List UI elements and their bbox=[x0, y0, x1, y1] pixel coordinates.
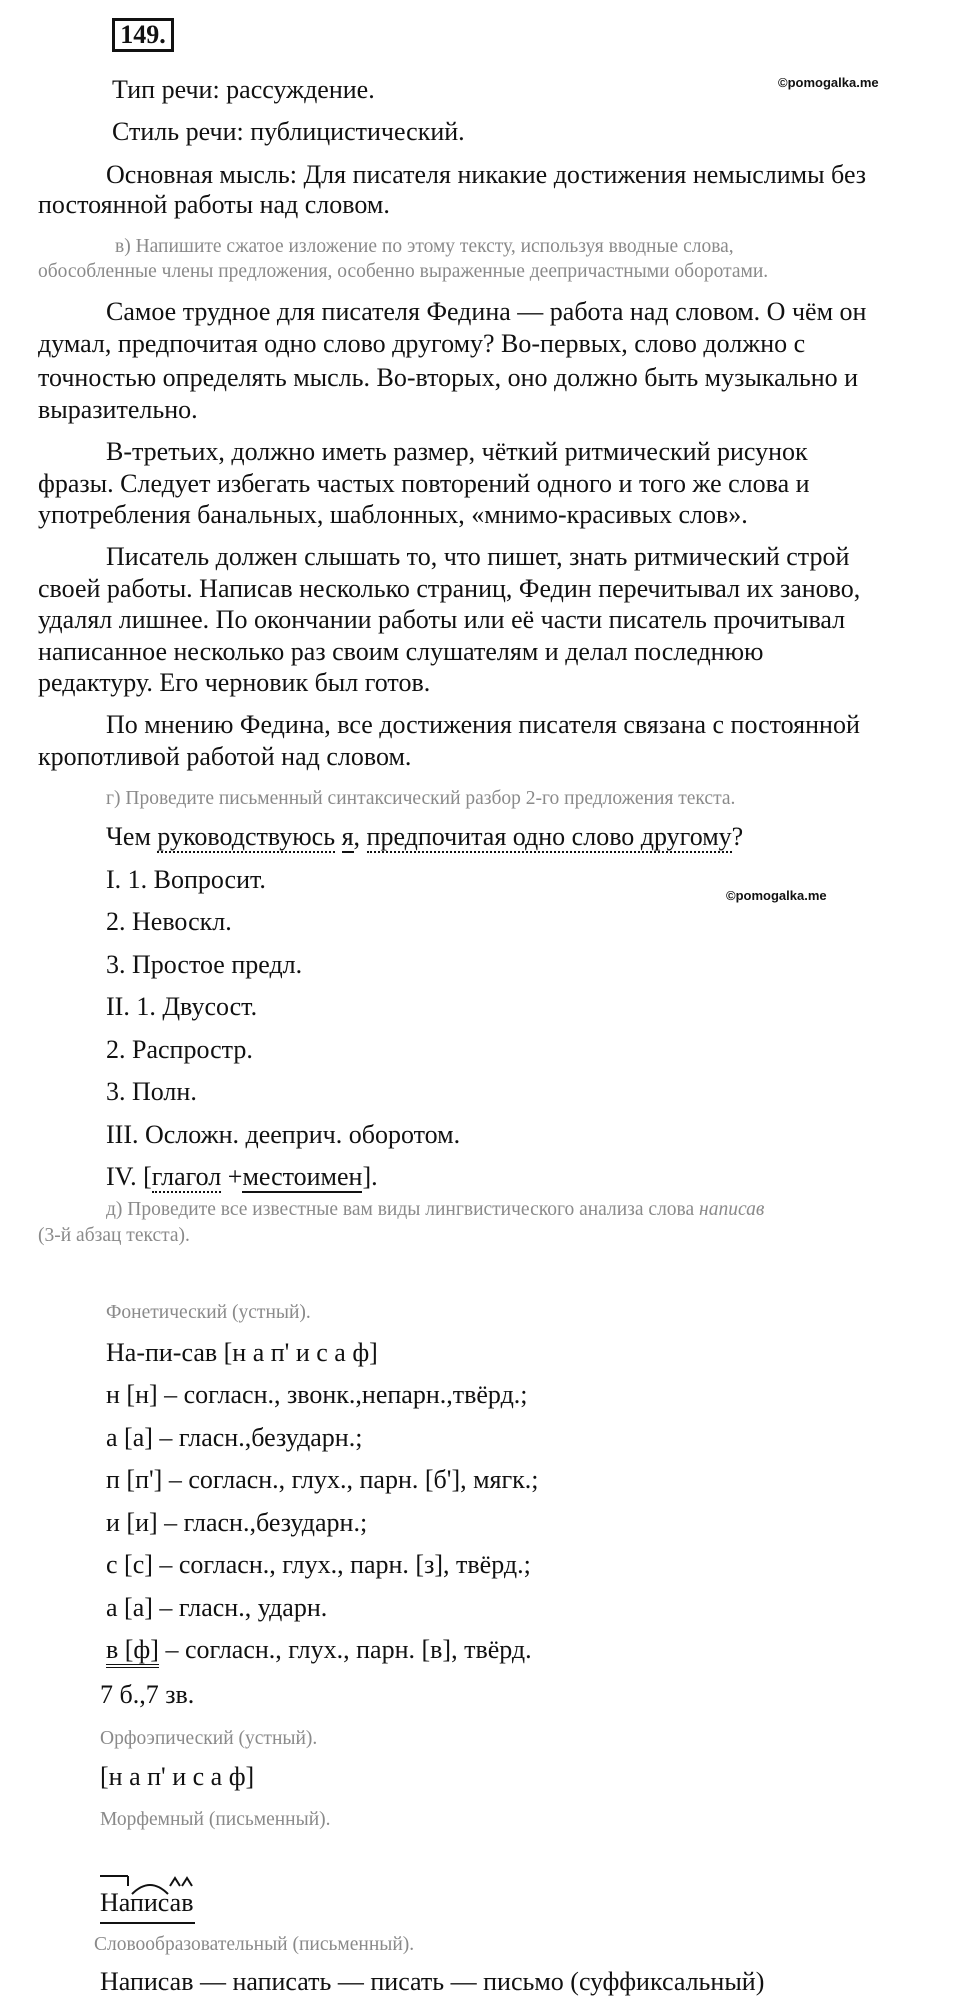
phonetic-line: с [с] – согласн., глух., парн. [з], твёрд.; bbox=[106, 1550, 531, 1579]
parsed-sentence bbox=[106, 822, 743, 852]
orthoepic-title: Орфоэпический (устный). bbox=[100, 1728, 318, 1749]
word-formation-title: Словообразовательный (письменный). bbox=[94, 1934, 415, 1955]
speech-type: Тип речи: рассуждение. bbox=[112, 75, 375, 104]
letter-sound-count: 7 б.,7 зв. bbox=[100, 1680, 195, 1709]
final-letter-description: – согласн., глух., парн. [в], твёрд. bbox=[158, 1635, 532, 1664]
task-v-line: в) Напишите сжатое изложение по этому тексту, используя вводные слова, bbox=[115, 236, 734, 257]
suffix-mark bbox=[170, 1878, 180, 1886]
task-g: г) Проведите письменный синтаксический разбор 2-го предложения текста. bbox=[106, 788, 736, 809]
sentence-word: Чем bbox=[106, 822, 151, 851]
main-idea-line: постоянной работы над словом. bbox=[38, 190, 390, 219]
sentence-comma: , bbox=[353, 822, 361, 851]
phonetic-line: п [п'] – согласн., глух., парн. [б'], мягк.; bbox=[106, 1465, 539, 1494]
parse-item: I. 1. Вопросит. bbox=[106, 865, 266, 894]
watermark: ©pomogalka.me bbox=[726, 888, 827, 903]
parse-item: 2. Невоскл. bbox=[106, 907, 232, 936]
sentence-scheme bbox=[106, 1162, 378, 1192]
task-d-text: д) Проведите все известные вам виды лингвистического анализа слова bbox=[106, 1199, 700, 1220]
suffix-mark bbox=[182, 1878, 192, 1886]
main-idea-line: Основная мысль: Для писателя никакие достижения немыслимы без bbox=[106, 160, 867, 189]
task-d-line2: (3-й абзац текста). bbox=[38, 1225, 190, 1246]
phonetic-line bbox=[106, 1635, 532, 1665]
subject-word: я bbox=[341, 822, 354, 851]
scheme-pronoun: местоимен bbox=[242, 1162, 363, 1191]
parse-item: 3. Простое предл. bbox=[106, 950, 303, 979]
parse-item: 3. Полн. bbox=[106, 1077, 197, 1106]
predicate-word: руководствуюсь bbox=[157, 822, 336, 851]
orthoepic-transcription: [н а п' и с а ф] bbox=[100, 1762, 255, 1791]
task-v-line: обособленные члены предложения, особенно выраженные деепричастными оборотами. bbox=[38, 261, 769, 282]
scheme-suffix: ]. bbox=[362, 1162, 378, 1191]
parse-item: II. 1. Двусост. bbox=[106, 992, 258, 1021]
phonetic-line: На-пи-сав [н а п' и с а ф] bbox=[106, 1338, 378, 1367]
word-formation-chain: Написав — написать — писать — письмо (суффиксальный) bbox=[100, 1967, 765, 1996]
scheme-plus: + bbox=[221, 1162, 243, 1191]
phonetic-line: а [а] – гласн., ударн. bbox=[106, 1593, 328, 1622]
morphemic-title: Морфемный (письменный). bbox=[100, 1809, 331, 1830]
phonetic-line: и [и] – гласн.,безударн.; bbox=[106, 1508, 368, 1537]
parse-item: III. Осложн. деепр​ич. оборотом. bbox=[106, 1120, 461, 1149]
scheme-prefix: IV. [ bbox=[106, 1162, 152, 1191]
final-letter: в [ф] bbox=[106, 1635, 159, 1668]
speech-style: Стиль речи: публицистический. bbox=[112, 117, 465, 146]
parse-item: 2. Распростр. bbox=[106, 1035, 253, 1064]
summary-line: Писатель должен слышать то, что пишет, знать ритмический строй bbox=[106, 542, 850, 571]
participial-phrase: предпочитая одно слово другому bbox=[366, 822, 732, 851]
phonetic-title: Фонетический (устный). bbox=[106, 1302, 311, 1323]
phonetic-line: а [а] – гласн.,безударн.; bbox=[106, 1423, 363, 1452]
summary-line: кропотливой работой над словом. bbox=[38, 742, 412, 771]
summary-line: удалял лишнее. По окончании работы или её части писатель прочитывал bbox=[38, 605, 846, 634]
summary-line: выразительно. bbox=[38, 395, 198, 424]
morphemic-word: Написав bbox=[100, 1888, 194, 1917]
watermark: ©pomogalka.me bbox=[778, 75, 879, 90]
task-d bbox=[106, 1197, 764, 1223]
summary-line: думал, предпочитая одно слово другому? Во-первых, слово должно с bbox=[38, 329, 806, 358]
summary-line: По мнению Федина, все достижения писателя связана с постоянной bbox=[106, 710, 860, 739]
summary-line: В-третьих, должно иметь размер, чёткий ритмический рисунок bbox=[106, 437, 808, 466]
summary-line: точностью определять мысль. Во-вторых, оно должно быть музыкально и bbox=[38, 363, 859, 392]
summary-line: своей работы. Написав несколько страниц, Федин перечитывал их заново, bbox=[38, 574, 861, 603]
exercise-number: 149. bbox=[112, 18, 174, 52]
summary-line: фразы. Следует избегать частых повторений одного и того же слова и bbox=[38, 469, 810, 498]
phonetic-line: н [н] – согласн., звонк.,непарн.,твёрд.; bbox=[106, 1380, 528, 1409]
task-d-word: написав bbox=[699, 1199, 765, 1220]
summary-line: написанное несколько раз своим слушателям и делал последнюю bbox=[38, 637, 764, 666]
summary-line: редактуру. Его черновик был готов. bbox=[38, 668, 431, 697]
scheme-verb: глагол bbox=[151, 1162, 222, 1191]
summary-line: употребления банальных, шаблонных, «мнимо-красивых слов». bbox=[38, 500, 748, 529]
sentence-question-mark: ? bbox=[731, 822, 744, 851]
summary-line: Самое трудное для писателя Федина — работа над словом. О чём он bbox=[106, 297, 867, 326]
